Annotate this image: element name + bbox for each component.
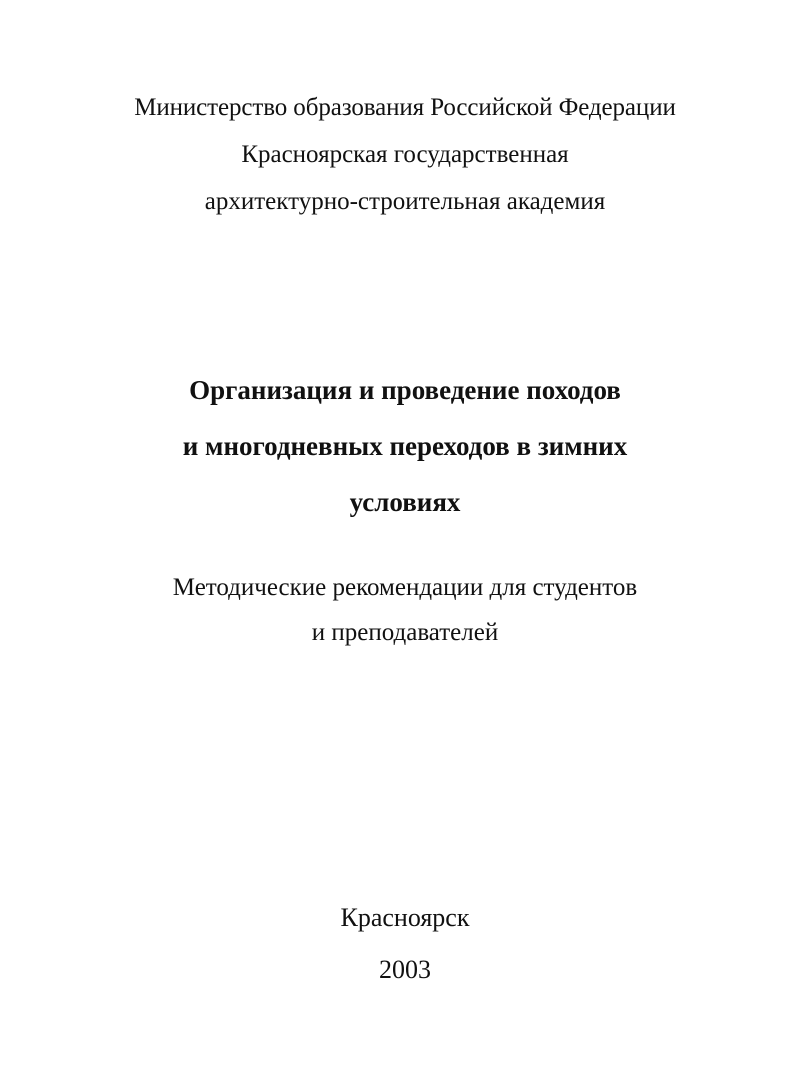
publication-year: 2003 [379, 955, 431, 984]
document-subtitle [0, 565, 810, 655]
academy-name-line-1: Красноярская государственная [241, 141, 569, 168]
subtitle-line-2: и преподавателей [311, 619, 499, 646]
subtitle-line-1: Методические рекомендации для студентов [172, 574, 638, 601]
title-line-1: Организация и проведение походов [189, 375, 621, 405]
publication-info [0, 892, 810, 996]
title-line-3: условиях [349, 487, 461, 517]
publication-city: Красноярск [340, 903, 470, 932]
academy-name-line-2: архитектурно-строительная академия [204, 188, 606, 215]
document-title [0, 362, 810, 530]
title-line-2: и многодневных переходов в зимних [182, 431, 628, 461]
institution-header [0, 84, 810, 225]
ministry-name: Министерство образования Российской Федерации [134, 94, 676, 121]
